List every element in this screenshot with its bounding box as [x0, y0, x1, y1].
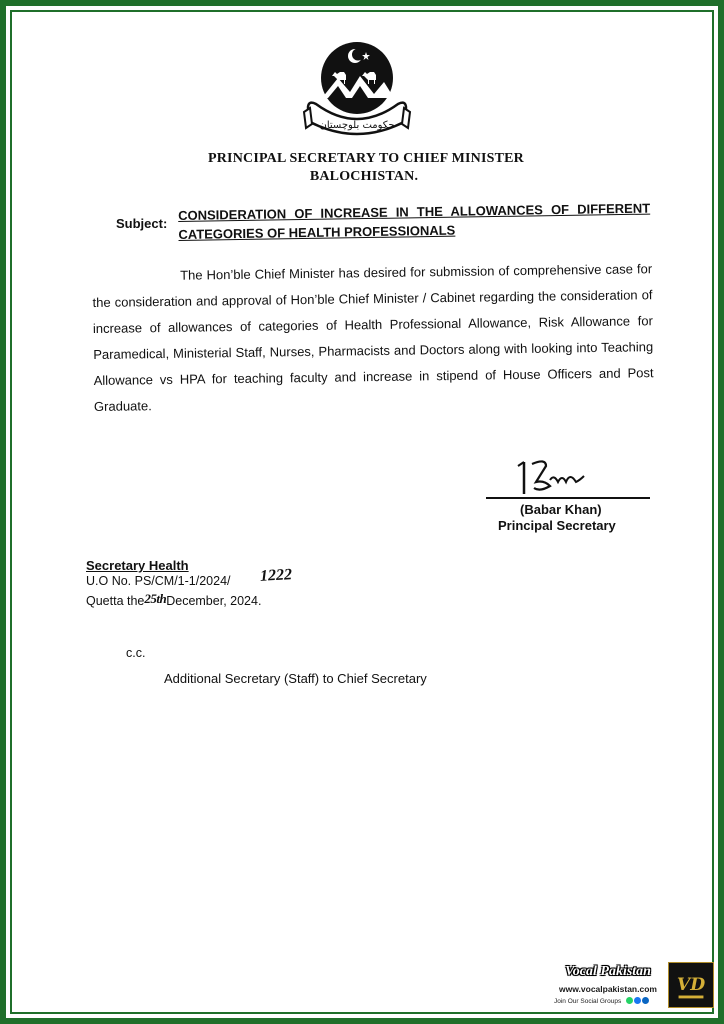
subject-label: Subject: [116, 216, 168, 231]
subject-text: CONSIDERATION OF INCREASE IN THE ALLOWANCES OF DIFFERENT CATEGORIES OF HEALTH PROFESSIONALS [178, 200, 651, 242]
date-suffix: December, 2024. [166, 594, 262, 608]
balochistan-government-emblem-icon [298, 42, 416, 146]
cc-recipient: Additional Secretary (Staff) to Chief Secretary [164, 671, 427, 686]
cc-label: c.c. [126, 646, 146, 660]
signer-name: (Babar Khan) [520, 502, 602, 517]
body-paragraph: The Hon’ble Chief Minister has desired for submission of comprehensive case for the consideration and approval of Hon’ble Chief Minister / Cabinet regarding the consideration of increase of allowances of categories of Health Professional Allowance, Risk Allowance for Paramedical, Ministerial Staff, Nurses, Pharmacists and Doctors along with looking into Teaching Allowance vs HPA for teaching faculty and increase in stipend of House Officers and Post Graduate. [92, 261, 654, 414]
letterhead-province: BALOCHISTAN. [309, 169, 419, 184]
date-prefix: Quetta the [86, 594, 145, 608]
watermark-url[interactable]: www.vocalpakistan.com [559, 984, 657, 994]
uo-number-line [86, 574, 231, 588]
whatsapp-icon[interactable] [626, 997, 633, 1004]
handwritten-signature-icon [484, 452, 654, 504]
letterhead-title: PRINCIPAL SECRETARY TO CHIEF MINISTER [207, 151, 524, 166]
svg-text:VD: VD [676, 974, 706, 995]
date-line [86, 591, 261, 608]
watermark-brand: Vocal Pakistan [565, 964, 651, 979]
vocal-pakistan-logo-icon [668, 962, 714, 1008]
facebook-icon[interactable] [634, 997, 641, 1004]
uo-number-prefix: U.O No. PS/CM/1-1/2024/ [86, 574, 231, 588]
handwritten-uo-number: 1222 [259, 566, 293, 585]
linkedin-icon[interactable] [642, 997, 649, 1004]
handwritten-day: 25th [144, 591, 167, 606]
recipient-title: Secretary Health [86, 558, 189, 573]
emblem-motto: حکومت بلوچستان [319, 120, 395, 131]
signer-title: Principal Secretary [498, 518, 616, 533]
watermark-join-text: Join Our Social Groups [554, 997, 666, 1006]
vocal-pakistan-watermark [552, 962, 714, 1014]
